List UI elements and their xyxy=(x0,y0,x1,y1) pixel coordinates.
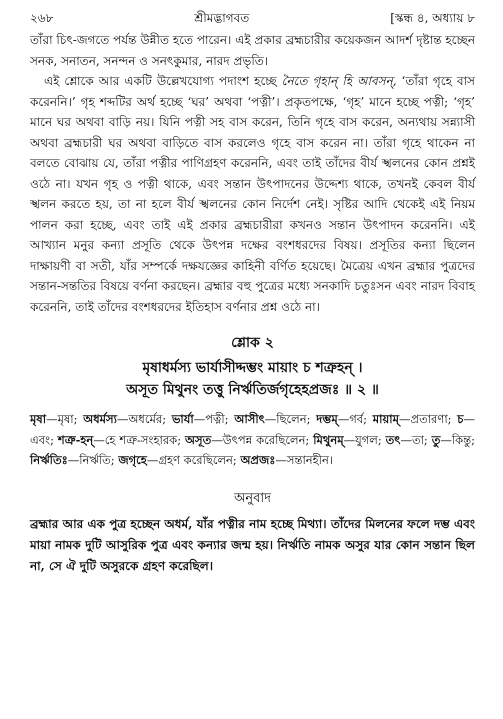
word-for-word-synonyms: মৃষা—মৃষা; অধর্মস্য—অধর্মের; ভার্যা—পত্নী; আসীৎ—ছিলেন; দম্ভম্—গর্ব; মায়াম্—প্রতারণা; চ—এবং; শত্রু-হন্—হে শত্রু-সংহারক; অসূত—উৎপন্ন করেছিলেন; মিথুনম্—যুগল; তৎ—তা; তু—কিন্তু; নির্ঋতিঃ—নির্ঋতি; জগৃহে—গ্রহণ করেছিলেন; অপ্রজঃ—সন্তানহীন। xyxy=(30,412,475,467)
purport-text: ‘তাঁরা গৃহে বাস করেননি।’ গৃহ শব্দটির অর্থ হচ্ছে ‘ঘর’ অথবা ‘পত্নী’। প্রকৃতপক্ষে, ‘গৃহ’ মানে হচ্ছে পত্নী; ‘গৃহ’ মানে ঘর অথবা বাড়ি নয়। যিনি পত্নী সহ বাস করেন, তিনি গৃহে বাস করেন, অন্যথায় সন্ন্যাসী অথবা ব্রহ্মচারী ঘর অথবা বাড়িতে বাস করলেও গৃহে বাস করেন না। তাঁরা গৃহে থাকেন না বলতে বোঝায় যে, তাঁরা পত্নীর পাণিগ্রহণ করেননি, এবং তাই তাঁদের বীর্য স্খলনের কোন প্রশ্নই ওঠে না। যখন গৃহ ও পত্নী থাকে, এবং সন্তান উৎপাদনের উদ্দেশ্য থাকে, তখনই কেবল বীর্য স্খলন করতে হয়, তা না হলে বীর্য স্খলনের কোন নির্দেশ নেই। সৃষ্টির আদি থেকেই এই নিয়ম পালন করা হচ্ছে, এবং তাই এই প্রকার ব্রহ্মচারীরা কখনও সন্তান উৎপাদন করেননি। এই আখ্যান মনুর কন্যা প্রসূতি থেকে উৎপন্ন দক্ষের বংশধরদের বিষয়। প্রসূতির কন্যা ছিলেন দাক্ষায়ণী বা সতী, যাঁর সম্পর্কে দক্ষযজ্ঞের কাহিনী বর্ণিত হয়েছে। মৈত্রেয় এখন ব্রহ্মার পুত্রদের সন্তান-সন্ততির বিষয়ে বর্ণনা করছেন। ব্রহ্মার বহু পুত্রের মধ্যে সনকাদি চতুঃসন এবং নারদ বিবাহ করেননি, তাই তাঁদের বংশধরদের ইতিহাস বর্ণনার প্রশ্ন ওঠে না। xyxy=(30,74,475,314)
synonym-meaning: ছিলেন; xyxy=(276,412,317,426)
synonym-meaning: প্রতারণা; xyxy=(410,412,458,426)
verse-text xyxy=(30,357,475,401)
synonym-term: অপ্রজঃ xyxy=(240,453,276,467)
synonym-term: শত্রু-হন্ xyxy=(57,432,94,447)
synonym-meaning: উৎপন্ন করেছিলেন; xyxy=(222,432,314,447)
synonym-meaning: এবং; xyxy=(30,432,58,447)
synonym-term: অধর্মস্য xyxy=(83,412,117,426)
synonym-term: দম্ভম্ xyxy=(316,412,338,426)
translation-heading: অনুবাদ xyxy=(234,490,271,506)
synonym-term: তু xyxy=(431,432,441,447)
verse-line-2: অসূত মিথুনং তত্তু নির্ঋতির্জগৃহেহপ্রজঃ ॥ ২ ॥ xyxy=(126,382,379,398)
synonym-term: তৎ xyxy=(385,432,401,447)
synonym-meaning: গর্ব; xyxy=(349,412,373,426)
synonym-term: ভার্যা xyxy=(171,412,194,426)
synonym-term: মিথুনম্ xyxy=(313,432,344,447)
page-header xyxy=(30,10,475,30)
synonym-term: নির্ঋতিঃ xyxy=(30,453,68,467)
synonym-meaning: হে শত্রু-সংহারক; xyxy=(104,432,186,447)
translation-text: ব্রহ্মার আর এক পুত্র হচ্ছেন অধর্ম, যাঁর পত্নীর নাম হচ্ছে মিথ্যা। তাঁদের মিলনের ফলে দম্ভ এবং মায়া নামক দুটি আসুরিক পুত্র এবং কন্যার জন্ম হয়। নির্ঋতি নামক অসুর যার কোন সন্তান ছিল না, সে ঐ দুটি অসুরকে গ্রহণ করেছিল। xyxy=(30,516,475,573)
purport-text: এই শ্লোকে আর একটি উল্লেখযোগ্য পদাংশ হচ্ছে xyxy=(44,74,282,88)
synonym-meaning: যুগল; xyxy=(355,432,386,447)
book-title: শ্রীমদ্ভাগবত xyxy=(194,11,250,25)
verse-heading: শ্লোক ২ xyxy=(231,335,274,351)
purport-paragraph-2 xyxy=(30,71,475,317)
synonym-meaning: অধর্মের; xyxy=(128,412,172,426)
synonym-meaning: গ্রহণ করেছিলেন; xyxy=(158,453,241,467)
synonym-term: মায়াম্ xyxy=(372,412,399,426)
synonym-meaning: নির্ঋতি; xyxy=(79,453,119,467)
synonym-meaning: সন্তানহীন। xyxy=(286,453,333,467)
verse-line-1: মৃষাধর্মস্য ভার্যাসীদ্দম্ভং মায়াং চ শত্রুহন্ । xyxy=(142,360,363,376)
chapter-reference: [স্কন্ধ ৪, অধ্যায় ৮ xyxy=(390,11,475,25)
synonym-meaning: কিন্তু; xyxy=(451,432,475,447)
synonym-meaning: মৃষা; xyxy=(57,412,84,426)
synonym-meaning: তা; xyxy=(411,432,432,447)
synonym-term: জগৃহে xyxy=(118,453,147,467)
purport-paragraph-1: তাঁরা চিৎ-জগতে পর্যন্ত উন্নীত হতে পারেন। এই প্রকার ব্রহ্মচারীর কয়েকজন আদর্শ দৃষ্টান্ত হচ্ছেন সনক, সনাতন, সনন্দন ও সনৎকুমার, নারদ প্রভৃতি। xyxy=(30,33,475,68)
synonym-term: অসূত xyxy=(185,432,212,447)
purport-sanskrit-phrase: নৈতে গৃহান্ হি আবসন্, xyxy=(281,74,397,88)
synonym-term: মৃষা xyxy=(30,412,47,426)
page-number: ২৬৮ xyxy=(30,11,54,25)
synonym-term: চ xyxy=(457,412,464,426)
synonym-meaning: পত্নী; xyxy=(205,412,235,426)
synonym-term: আসীৎ xyxy=(234,412,265,426)
